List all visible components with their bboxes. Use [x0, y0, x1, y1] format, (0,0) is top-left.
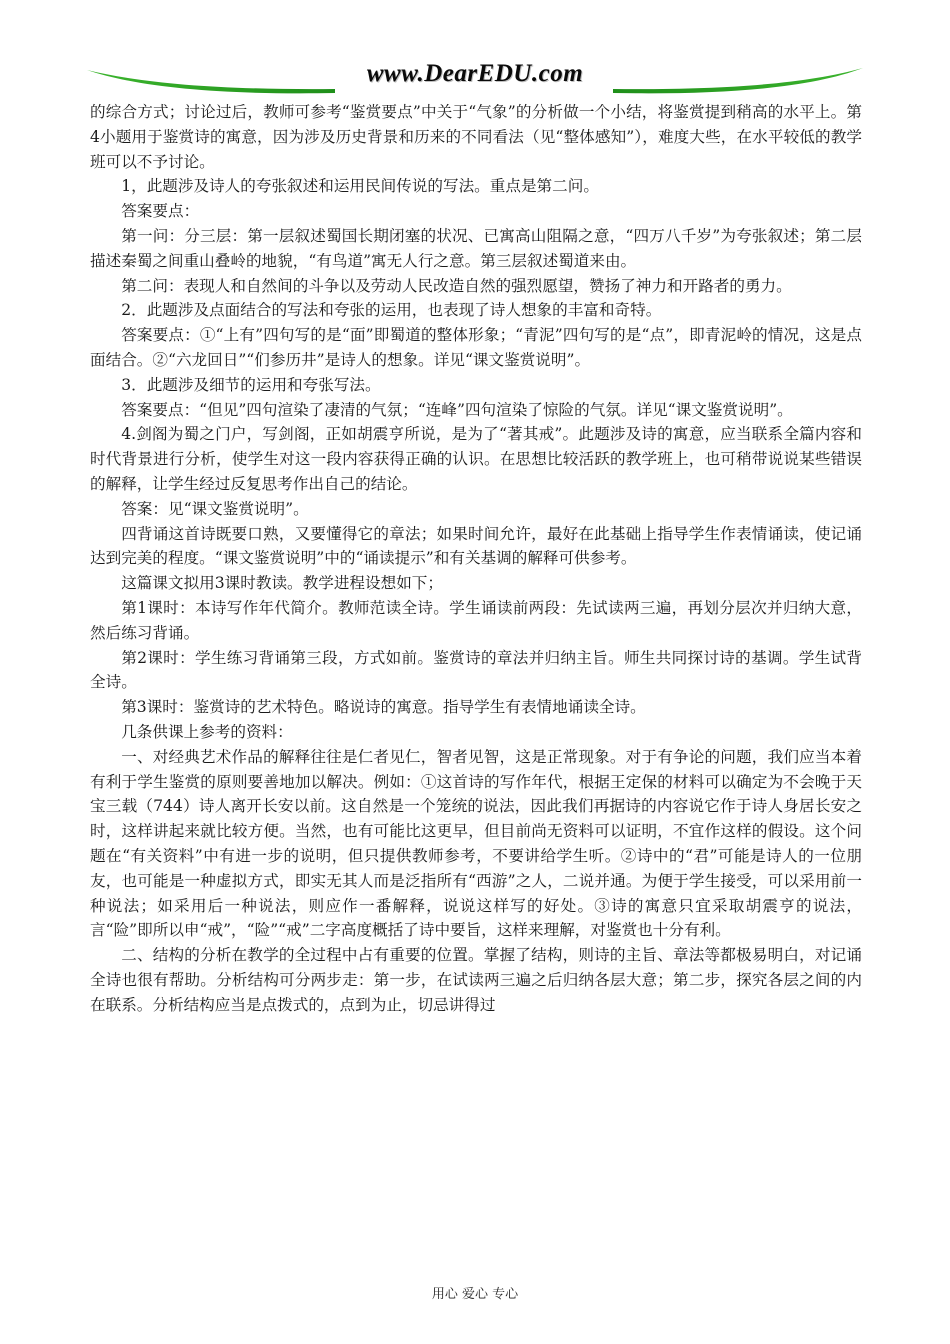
paragraph: 1，此题涉及诗人的夸张叙述和运用民间传说的写法。重点是第二问。: [121, 177, 599, 196]
paragraph: 答案要点：①“上有”四句写的是“面”即蜀道的整体形象；“青泥”四句写的是“点”，即青泥岭的情况，这是点面结合。②“六龙回日”“们参历井”是诗人的想象。详见“课文鉴赏说明”。: [90, 326, 862, 369]
paragraph: 第二问：表现人和自然间的斗争以及劳动人民改造自然的强烈愿望，赞扬了神力和开路者的勇力。: [121, 276, 792, 295]
page-header: [85, 58, 865, 102]
paragraph: 答案要点：“但见”四句渲染了凄清的气氛；“连峰”四句渲染了惊险的气氛。详见“课文鉴赏说明”。: [121, 400, 793, 419]
paragraph: 2．此题涉及点面结合的写法和夸张的运用，也表现了诗人想象的丰富和奇特。: [121, 301, 662, 320]
site-url-logo: www.DearEDU.com: [366, 60, 584, 87]
paragraph: 3．此题涉及细节的运用和夸张写法。: [121, 375, 381, 394]
paragraph: 二、结构的分析在教学的全过程中占有重要的位置。掌握了结构，则诗的主旨、章法等都极易明白，对记诵全诗也很有帮助。分析结构可分两步走：第一步，在试读两三遍之后归纳各层大意；第二步，探究各层之间的内在联系。分析结构应当是点拨式的，点到为止，切忌讲得过: [90, 946, 862, 1014]
paragraph: 第一问：分三层：第一层叙述蜀国长期闭塞的状况、已寓高山阻隔之意，“四万八千岁”为夸张叙述；第二层描述秦蜀之间重山叠岭的地貌，“有鸟道”寓无人行之意。第三层叙述蜀道来由。: [90, 226, 862, 270]
paragraph: 一、对经典艺术作品的解释往往是仁者见仁，智者见智，这是正常现象。对于有争论的问题，我们应当本着有利于学生鉴赏的原则要善地加以解决。例如：①这首诗的写作年代，根据王定保的材料可以确定为不会晚于天宝三载（744）诗人离开长安以前。这自然是一个笼统的说法，因此我们再据诗的内容说它作于诗人身居长安之时，这样讲起来就比较方便。当然，也有可能比这更早，但目前尚无资料可以证明，不宜作这样的假设。这个问题在“有关资料”中有进一步的说明，但只提供教师参考，不要讲给学生听。②诗中的“君”可能是诗人的一位朋友，也可能是一种虚拟方式，即实无其人而是泛指所有“西游”之人，二说并通。为便于学生接受，可以采用前一种说法；如采用后一种说法，则应作一番解释，说说这样写的好处。③诗的寓意只宜采取胡震亨的说法，言“险”即所以申“戒”，“险”“戒”二字高度概括了诗中要旨，这样来理解，对鉴赏也十分有利。: [90, 747, 862, 940]
paragraph: 第2课时：学生练习背诵第三段，方式如前。鉴赏诗的章法并归纳主旨。师生共同探讨诗的基调。学生试背全诗。: [90, 648, 862, 692]
paragraph: 四背诵这首诗既要口熟，又要懂得它的章法；如果时间允许，最好在此基础上指导学生作表情诵读，使记诵达到完美的程度。“课文鉴赏说明”中的“诵读提示”和有关基调的解释可供参考。: [90, 524, 862, 568]
paragraph: 几条供课上参考的资料：: [121, 722, 293, 741]
paragraph: 的综合方式；讨论过后，教师可参考“鉴赏要点”中关于“气象”的分析做一个小结，将鉴赏提到稍高的水平上。第4小题用于鉴赏诗的寓意，因为涉及历史背景和历来的不同看法（见“整体感知”），难度大些，在水平较低的教学班可以不予讨论。: [90, 103, 862, 171]
paragraph: 第1课时：本诗写作年代简介。教师范读全诗。学生诵读前两段：先试读两三遍，再划分层次并归纳大意，然后练习背诵。: [90, 598, 862, 642]
paragraph: 第3课时：鉴赏诗的艺术特色。略说诗的寓意。指导学生有表情地诵读全诗。: [121, 698, 646, 717]
paragraph: 这篇课文拟用3课时教读。教学进程设想如下；: [121, 574, 443, 593]
paragraph: 答案：见“课文鉴赏说明”。: [121, 499, 309, 518]
page-footer: 用心 爱心 专心: [431, 1287, 519, 1302]
paragraph: 4.剑阁为蜀之门户，写剑阁，正如胡震亨所说，是为了“著其戒”。此题涉及诗的寓意，应当联系全篇内容和时代背景进行分析，使学生对这一段内容获得正确的认识。在思想比较活跃的教学班上，也可稍带说说某些错误的解释，让学生经过反复思考作出自己的结论。: [90, 425, 862, 493]
document-body: [90, 100, 862, 1017]
paragraph: 答案要点：: [121, 202, 200, 221]
